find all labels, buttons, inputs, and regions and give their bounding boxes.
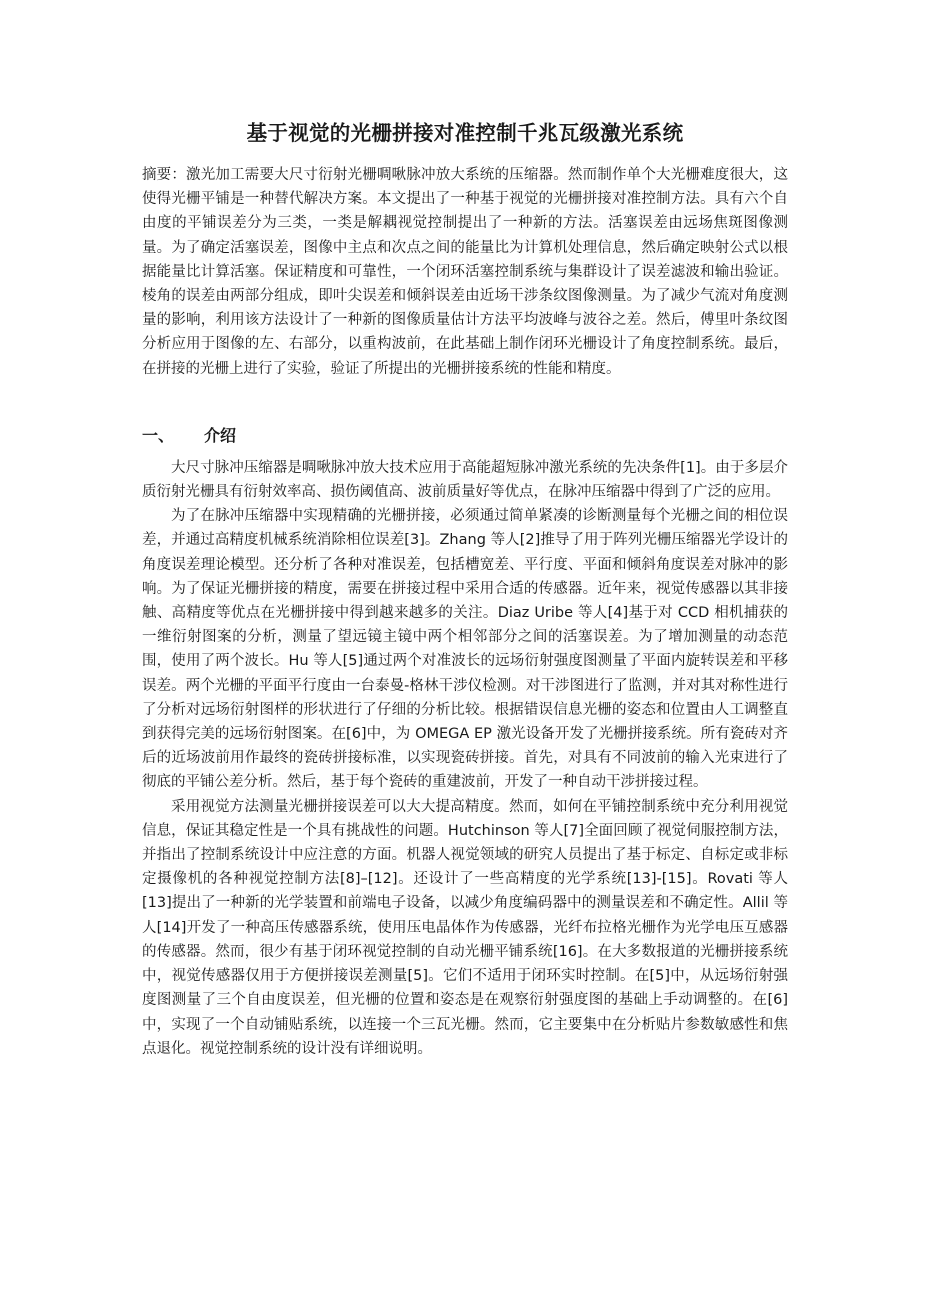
section-heading	[142, 424, 788, 448]
page-title: 基于视觉的光栅拼接对准控制千兆瓦级激光系统	[246, 121, 684, 145]
section-title: 介绍	[204, 425, 237, 445]
document-page	[142, 118, 788, 1061]
body-paragraph-3: 采用视觉方法测量光栅拼接误差可以大大提高精度。然而，如何在平铺控制系统中充分利用视觉信息，保证其稳定性是一个具有挑战性的问题。Hutchinson 等人[7]全面回顾了视觉伺服控制方法，并指出了控制系统设计中应注意的方面。机器人视觉领域的研究人员提出了基于标定、自标定或非标定摄像机的各种视觉控制方法[8]–[12]。还设计了一些高精度的光学系统[13]-[15]。Rovati 等人[13]提出了一种新的光学装置和前端电子设备，以减少角度编码器中的测量误差和不确定性。Allil 等人[14]开发了一种高压传感器系统，使用压电晶体作为传感器，光纤布拉格光栅作为光学电压互感器的传感器。然而，很少有基于闭环视觉控制的自动光栅平铺系统[16]。在大多数报道的光栅拼接系统中，视觉传感器仅用于方便拼接误差测量[5]。它们不适用于闭环实时控制。在[5]中，从远场衍射强度图测量了三个自由度误差，但光栅的位置和姿态是在观察衍射强度图的基础上手动调整的。在[6]中，实现了一个自动铺贴系统，以连接一个三瓦光栅。然而，它主要集中在分析贴片参数敏感性和焦点退化。视觉控制系统的设计没有详细说明。	[142, 798, 788, 1057]
section-number: 一、	[142, 425, 175, 445]
body-paragraph-2: 为了在脉冲压缩器中实现精确的光栅拼接，必须通过简单紧凑的诊断测量每个光栅之间的相位误差，并通过高精度机械系统消除相位误差[3]。Zhang 等人[2]推导了用于阵列光栅压缩器光学设计的角度误差理论模型。还分析了各种对准误差，包括槽宽差、平行度、平面和倾斜角度误差对脉冲的影响。为了保证光栅拼接的精度，需要在拼接过程中采用合适的传感器。近年来，视觉传感器以其非接触、高精度等优点在光栅拼接中得到越来越多的关注。Diaz Uribe 等人[4]基于对 CCD 相机捕获的一维衍射图案的分析，测量了望远镜主镜中两个相邻部分之间的活塞误差。为了增加测量的动态范围，使用了两个波长。Hu 等人[5]通过两个对准波长的远场衍射强度图测量了平面内旋转误差和平移误差。两个光栅的平面平行度由一台泰曼-格林干涉仪检测。对干涉图进行了监测，并对其对称性进行了分析对远场衍射图样的形状进行了仔细的分析比较。根据错误信息光栅的姿态和位置由人工调整直到获得完美的远场衍射图案。在[6]中，为 OMEGA EP 激光设备开发了光栅拼接系统。所有瓷砖对齐后的近场波前用作最终的瓷砖拼接标准，以实现瓷砖拼接。首先，对具有不同波前的输入光束进行了彻底的平铺公差分析。然后，基于每个瓷砖的重建波前，开发了一种自动干涉拼接过程。	[142, 508, 788, 791]
abstract-paragraph: 摘要：激光加工需要大尺寸衍射光栅啁啾脉冲放大系统的压缩器。然而制作单个大光栅难度很大，这使得光栅平铺是一种替代解决方案。本文提出了一种基于视觉的光栅拼接对准控制方法。具有六个自由度的平铺误差分为三类，一类是解耦视觉控制提出了一种新的方法。活塞误差由远场焦斑图像测量。为了确定活塞误差，图像中主点和次点之间的能量比为计算机处理信息，然后确定映射公式以根据能量比计算活塞。保证精度和可靠性，一个闭环活塞控制系统与集群设计了误差滤波和输出验证。棱角的误差由两部分组成，即叶尖误差和倾斜误差由近场干涉条纹图像测量。为了减少气流对角度测量的影响，利用该方法设计了一种新的图像质量估计方法平均波峰与波谷之差。然后，傅里叶条纹图分析应用于图像的左、右部分，以重构波前，在此基础上制作闭环光栅设计了角度控制系统。最后，在拼接的光栅上进行了实验，验证了所提出的光栅拼接系统的性能和精度。	[142, 167, 788, 377]
body-paragraph-1: 大尺寸脉冲压缩器是啁啾脉冲放大技术应用于高能超短脉冲激光系统的先决条件[1]。由于多层介质衍射光栅具有衍射效率高、损伤阈值高、波前质量好等优点，在脉冲压缩器中得到了广泛的应用。	[142, 459, 788, 501]
